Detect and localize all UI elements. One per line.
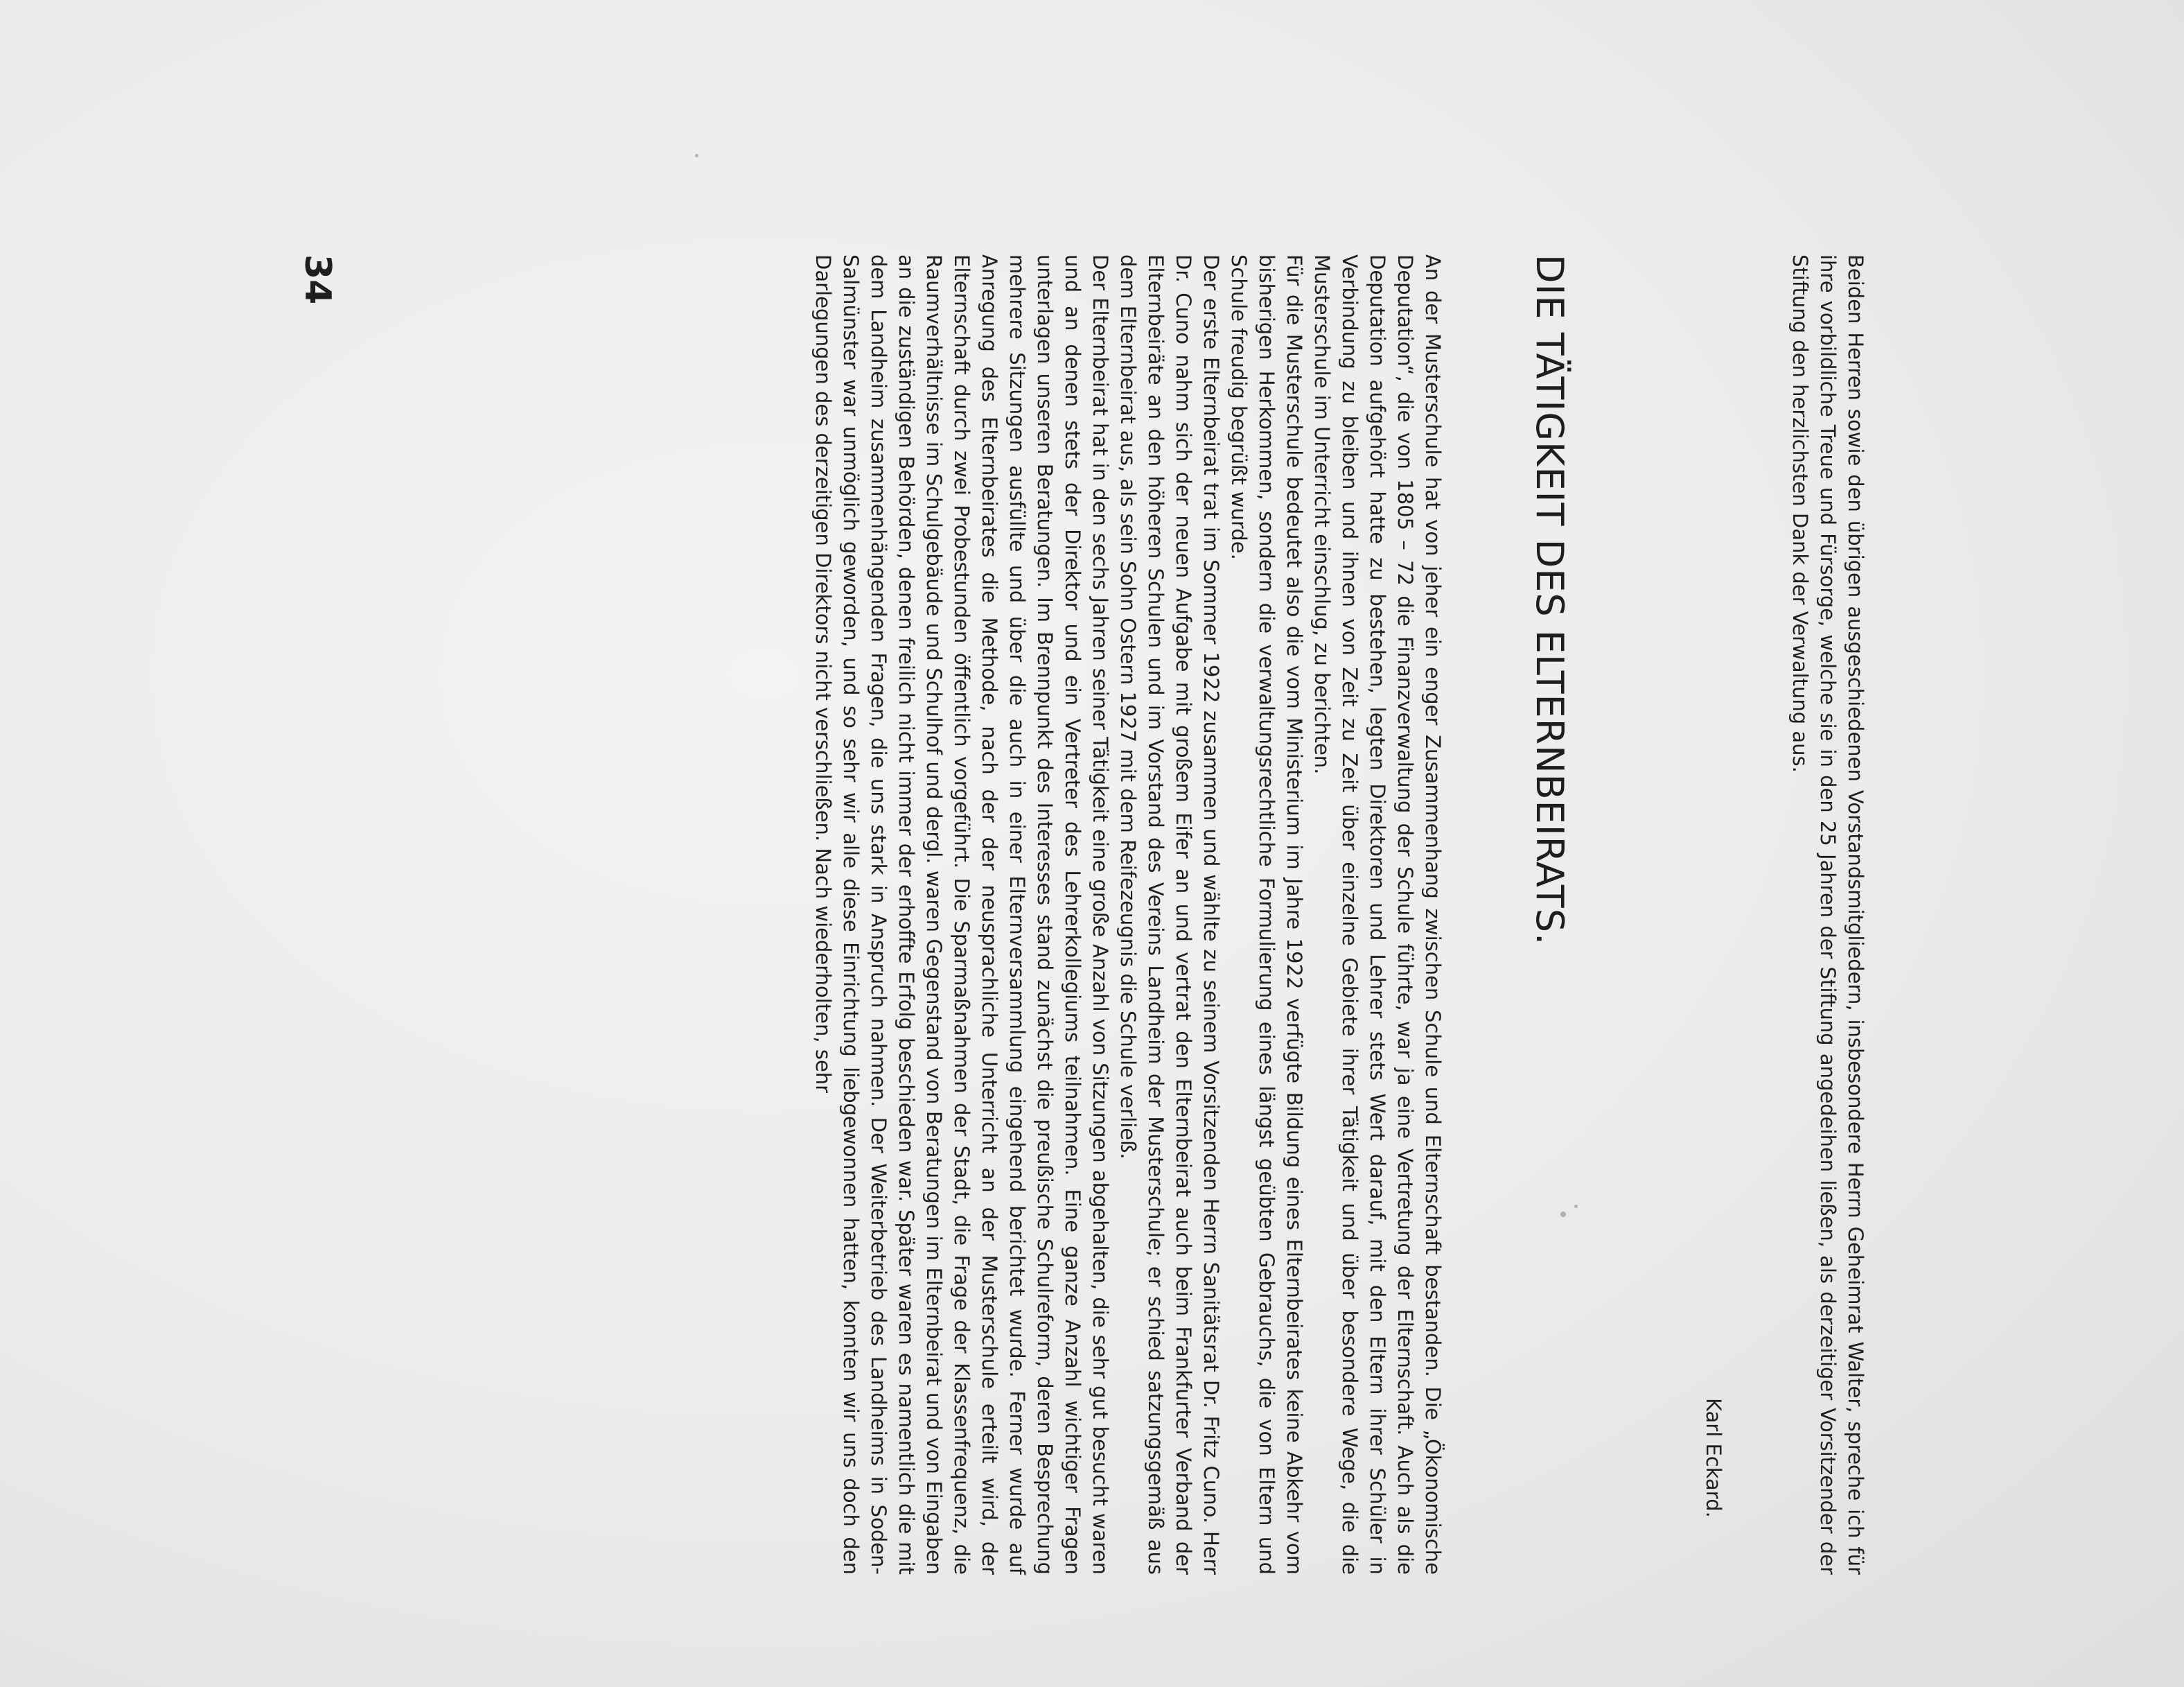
body-paragraph-1: An der Musterschule hat von jeher ein enger Zusammenhang zwischen Schule und Elternschaft bestanden. Die „Ökonomische Deputation“, die von 1805 – 72 die Finanzverwaltung der Schule führte, war ja eine Vertretung der Elternschaft. Auch als die Deputation aufgehört hatte zu bestehen, legten Direktoren und Lehrer stets Wert darauf, mit den Eltern ihrer Schüler in Verbindung zu bleiben und ihnen von Zeit zu Zeit über einzelne Gebiete ihrer Tätigkeit und über besondere Wege, die die Musterschule im Unterricht einschlug, zu berichten. <box>1310 254 1445 1575</box>
intro-paragraph: Beiden Herren sowie den übrigen ausgeschiedenen Vorstandsmitgliedern, insbesondere Herrn Geheimrat Walter, spreche ich für ihre vorbildliche Treue und Fürsorge, welche sie in den 25 Jahren der Stiftung angedeihen ließen, als derzeitiger Vorsitzender der Stiftung den herzlichsten Dank der Verwaltung aus. <box>1788 254 1867 1575</box>
section-heading: DIE TÄTIGKEIT DES ELTERNBEIRATS. <box>1528 254 1571 946</box>
page-number: 34 <box>297 254 338 305</box>
signature: Karl Eckard. <box>1702 1398 1725 1518</box>
body-text <box>809 254 1447 1575</box>
body-paragraph-3: Der erste Elternbeirat trat im Sommer 1922 zusammen und wählte zu seinem Vorsitzenden Herrn Sanitätsrat Dr. Fritz Cuno. Herr Dr. Cuno nahm sich der neuen Aufgabe mit großem Eifer an und vertrat den Elternbeirat auch beim Frankfurter Verband der Elternbeiräte an den höheren Schulen und im Vorstand des Vereins Landheim der Musterschule; er schied satzungsgemäß aus dem Elternbeirat aus, als sein Sohn Ostern 1927 mit dem Reifezeugnis die Schule verließ. <box>1116 254 1223 1575</box>
body-paragraph-4: Der Elternbeirat hat in den sechs Jahren seiner Tätigkeit eine große Anzahl von Sitzungen abgehalten, die sehr gut besucht waren und an denen stets der Direktor und ein Vertreter des Lehrerkollegiums teilnahmen. Eine ganze Anzahl wichtiger Fragen unterlagen unseren Beratungen. Im Brennpunkt des Interesses stand zunächst die preußische Schulreform, deren Besprechung mehrere Sitzungen ausfüllte und über die auch in einer Elternversammlung eingehend berichtet wurde. Ferner wurde auf Anregung des Elternbeirates die Methode, nach der der neusprachliche Unterricht an der Musterschule erteilt wird, der Elternschaft durch zwei Probestunden öffentlich vorgeführt. Die Sparmaßnahmen der Stadt, die Frage der Klassenfrequenz, die Raumverhältnisse im Schulgebäude und Schulhof und dergl. waren Gegenstand von Beratungen im Elternbeirat und von Eingaben an die zuständigen Behörden, denen freilich nicht immer der erhoffte Erfolg beschieden war. Später waren es namentlich die mit dem Landheim zusammenhängenden Fragen, die uns stark in Anspruch nahmen. Der Weiterbetrieb des Landheims in Soden-Salmünster war unmöglich geworden, und so sehr wir alle diese Einrichtung liebgewonnen hatten, konnten wir uns doch den Darlegungen des derzeitigen Direktors nicht verschließen. Nach wiederholten, sehr <box>811 254 1112 1575</box>
body-paragraph-2: Für die Musterschule bedeutet also die vom Ministerium im Jahre 1922 verfügte Bildung eines Elternbeirates keine Abkehr vom bisherigen Herkommen, sondern die verwaltungsrechtliche Formulierung eines längst geübten Gebrauchs, die von Eltern und Schule freudig begrüßt wurde. <box>1227 254 1306 1575</box>
scan-smudge-dot <box>695 154 698 157</box>
rotated-document-page <box>276 254 1869 1575</box>
